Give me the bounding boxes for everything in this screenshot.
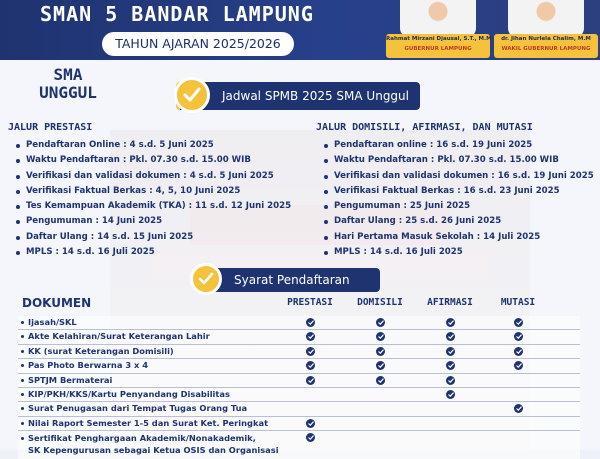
check-icon <box>514 332 523 341</box>
school-name: SMAN 5 BANDAR LAMPUNG <box>40 2 314 26</box>
column-header-mutasi: MUTASI <box>500 297 536 308</box>
table-row <box>18 345 580 359</box>
row-label: Nilai Raport Semester 1-5 dan Surat Ket. Peringkat <box>28 417 269 428</box>
program-label <box>18 66 118 102</box>
check-icon <box>306 318 315 327</box>
check-icon <box>446 376 455 385</box>
list-item: Verifikasi dan validasi dokumen : 4 s.d. 5 Juni 2025 <box>14 169 291 184</box>
list-item: Verifikasi dan validasi dokumen : 16 s.d. 19 Juni 2025 <box>322 169 594 184</box>
official-governor <box>386 0 490 60</box>
check-icon <box>376 361 385 370</box>
check-icon <box>306 332 315 341</box>
documents-heading: DOKUMEN <box>22 296 92 310</box>
check-icon <box>514 404 523 413</box>
check-icon <box>446 390 455 399</box>
list-item: Pendaftaran online : 16 s.d. 19 Juni 2025 <box>322 138 594 153</box>
check-icon <box>376 376 385 385</box>
column-header-prestasi: PRESTASI <box>287 297 333 308</box>
schedule-banner-text: Jadwal SPMB 2025 SMA Unggul <box>222 89 409 103</box>
list-item: MPLS : 14 s.d. 16 Juli 2025 <box>14 245 291 260</box>
row-label: Ijasah/SKL <box>28 317 77 327</box>
check-icon <box>376 347 385 356</box>
check-icon <box>446 318 455 327</box>
governor-caption <box>386 34 490 58</box>
row-label: Surat Penugasan dari Tempat Tugas Orang Tua <box>28 403 248 414</box>
list-item: Waktu Pendaftaran : Pkl. 07.30 s.d. 15.00 WIB <box>322 153 594 168</box>
list-item: Verifikasi Faktual Berkas : 4, 5, 10 Juni 2025 <box>14 184 291 199</box>
vice-governor-caption <box>494 34 598 58</box>
check-icon <box>306 433 315 442</box>
check-icon <box>514 347 523 356</box>
prestasi-list <box>14 138 291 260</box>
check-icon <box>514 318 523 327</box>
column-header-afirmasi: AFIRMASI <box>427 297 473 308</box>
row-label <box>28 432 279 456</box>
domisili-list <box>322 138 594 260</box>
check-icon <box>306 347 315 356</box>
documents-table <box>18 316 580 459</box>
domisili-title: JALUR DOMISILI, AFIRMASI, DAN MUTASI <box>316 122 533 133</box>
program-line1: SMA <box>53 65 83 84</box>
schedule-banner <box>176 82 420 110</box>
list-item: Pengumuman : 14 Juni 2025 <box>14 214 291 229</box>
table-row <box>18 388 580 402</box>
governor-photo <box>400 0 476 38</box>
list-item: Pendaftaran Online : 4 s.d. 5 Juni 2025 <box>14 138 291 153</box>
governor-role: GUBERNUR LAMPUNG <box>404 46 472 52</box>
header <box>0 0 600 60</box>
table-row <box>18 431 580 459</box>
vice-governor-name: dr. Jihan Nurlela Chalim, M.M <box>501 36 591 42</box>
academic-year: TAHUN AJARAN 2025/2026 <box>102 32 294 56</box>
column-header-domisili: DOMISILI <box>357 297 403 308</box>
check-icon <box>306 376 315 385</box>
table-row <box>18 316 580 330</box>
list-item: Daftar Ulang : 14 s.d. 15 Juni 2025 <box>14 230 291 245</box>
list-item: MPLS : 14 s.d. 16 Juli 2025 <box>322 245 594 260</box>
check-circle-icon <box>174 77 210 113</box>
vice-governor-role: WAKIL GUBERNUR LAMPUNG <box>501 46 591 52</box>
list-item: Pengumuman : 25 Juni 2025 <box>322 199 594 214</box>
governor-name: Rahmat Mirzani Djausal, S.T., M.M <box>386 36 492 42</box>
check-icon <box>446 347 455 356</box>
list-item: Hari Pertama Masuk Sekolah : 14 Juli 2025 <box>322 230 594 245</box>
table-row <box>18 417 580 431</box>
row-label: KK (surat Keterangan Domisili) <box>28 345 174 356</box>
check-icon <box>446 332 455 341</box>
table-row <box>18 374 580 388</box>
row-label-line2: SK Kepengurusan sebagai Ketua OSIS dan Organisasi <box>28 445 279 456</box>
table-row <box>18 402 580 416</box>
requirements-banner-text: Syarat Pendaftaran <box>234 273 350 287</box>
official-vice-governor <box>494 0 598 60</box>
row-label: KIP/PKH/KKS/Kartu Penyandang Disabilitas <box>28 388 230 399</box>
row-label: Pas Photo Berwarna 3 x 4 <box>28 360 148 371</box>
program-line2: UNGGUL <box>39 83 97 102</box>
check-icon <box>446 361 455 370</box>
check-icon <box>376 318 385 327</box>
requirements-banner <box>200 268 380 292</box>
table-row <box>18 359 580 373</box>
row-label: Akte Kelahiran/Surat Keterangan Lahir <box>28 331 210 342</box>
list-item: Daftar Ulang : 25 s.d. 26 Juni 2025 <box>322 214 594 229</box>
check-icon <box>306 419 315 428</box>
check-icon <box>514 361 523 370</box>
row-label: SPTJM Bermaterai <box>28 374 113 385</box>
list-item: Verifikasi Faktual Berkas : 16 s.d. 23 Juni 2025 <box>322 184 594 199</box>
check-icon <box>306 361 315 370</box>
row-label-line1: Sertifikat Penghargaan Akademik/Nonakademik, <box>28 433 256 444</box>
vice-governor-photo <box>508 0 584 38</box>
check-icon <box>376 332 385 341</box>
list-item: Tes Kemampuan Akademik (TKA) : 11 s.d. 12 Juni 2025 <box>14 199 291 214</box>
prestasi-title: JALUR PRESTASI <box>8 122 93 133</box>
table-row <box>18 330 580 344</box>
list-item: Waktu Pendaftaran : Pkl. 07.30 s.d. 15.00 WIB <box>14 153 291 168</box>
check-circle-icon <box>190 263 222 295</box>
